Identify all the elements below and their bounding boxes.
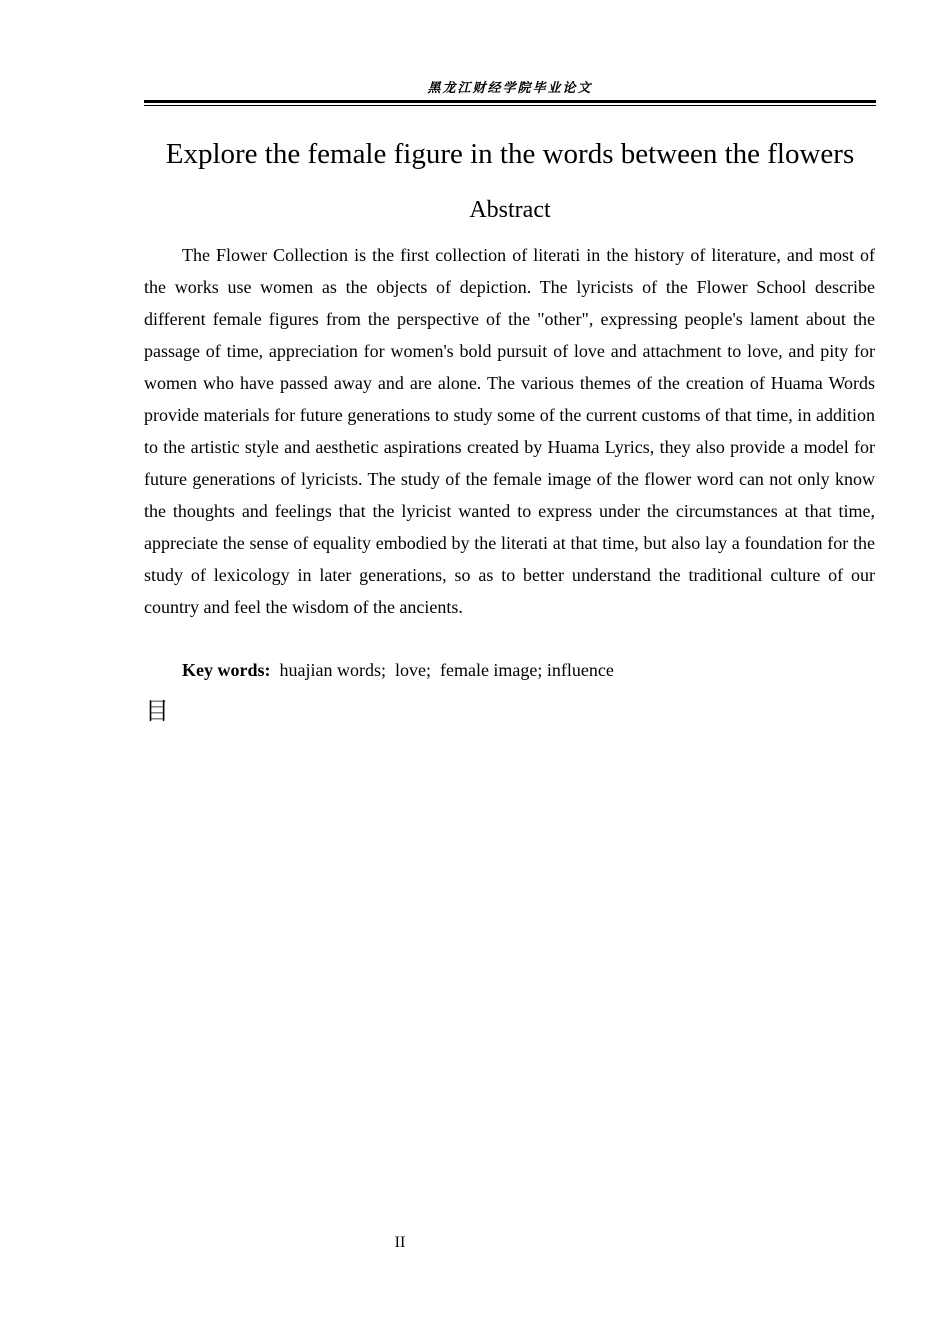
toc-heading-fragment: 目 bbox=[145, 697, 169, 725]
abstract-heading: Abstract bbox=[469, 197, 551, 223]
abstract-body: The Flower Collection is the first collection of literati in the history of literature, and most of the works use women as the objects of depiction. The lyricists of the Flower School describe different female figures from the perspective of the "other", expressing people's lament about the passage of time, appreciation for women's bold pursuit of love and attachment to love, and pity for women who have passed away and are alone. The various themes of the creation of Huama Words provide materials for future generations to study some of the current customs of that time, in addition to the artistic style and aesthetic aspirations created by Huama Lyrics, they also provide a model for future generations of lyricists. The study of the female image of the flower word can not only know the thoughts and feelings that the lyricist wanted to express under the circumstances at that time, appreciate the sense of equality embodied by the literati at that time, but also lay a foundation for the study of lexicology in later generations, so as to better understand the traditional culture of our country and feel the wisdom of the ancients. bbox=[144, 245, 875, 617]
running-header: 黑龙江财经学院毕业论文 bbox=[427, 81, 593, 96]
document-title: Explore the female figure in the words between the flowers bbox=[165, 138, 855, 170]
page-number: II bbox=[394, 1234, 406, 1251]
keywords-value: huajian words; love; female image; influence bbox=[270, 660, 614, 680]
keywords-label: Key words: bbox=[182, 660, 271, 680]
header-rule-thick bbox=[144, 100, 876, 103]
keywords-line bbox=[182, 656, 876, 684]
header-rule-thin bbox=[144, 105, 876, 106]
